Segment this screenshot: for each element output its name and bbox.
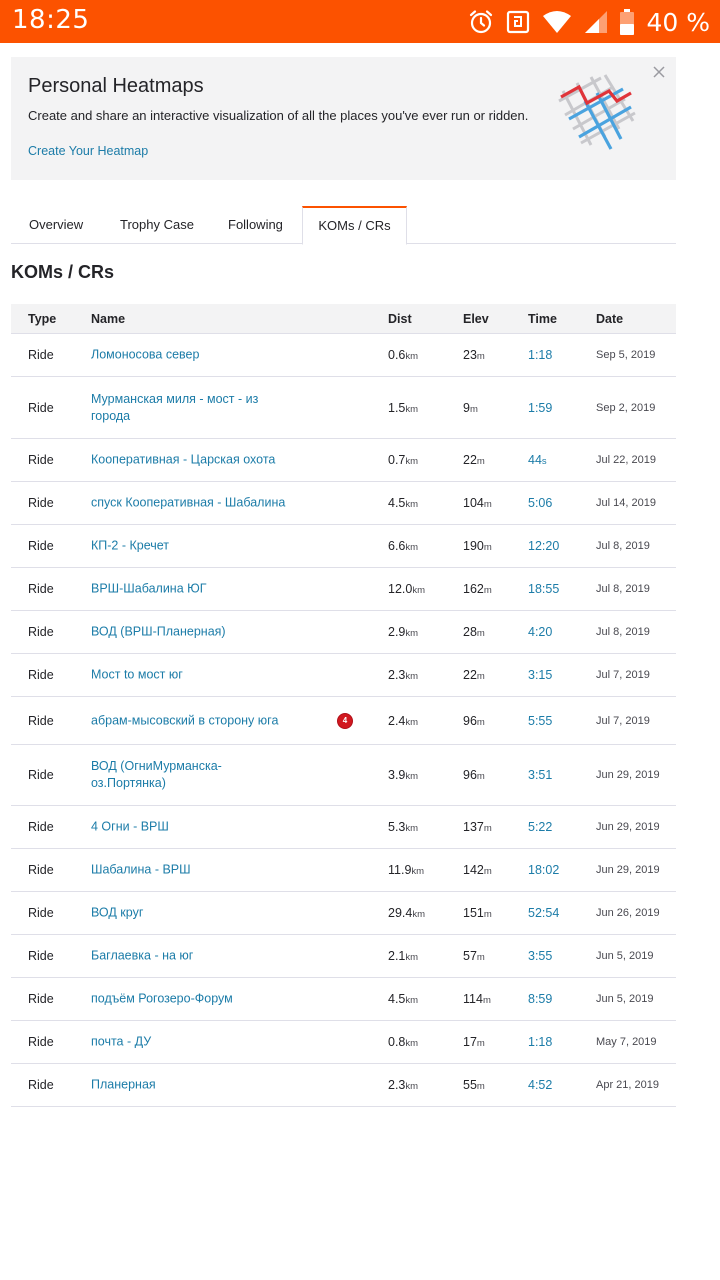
elevation-value: 57 [463, 949, 477, 963]
segment-time-link[interactable] [528, 582, 559, 596]
header-date[interactable]: Date [596, 312, 624, 326]
segment-time-link[interactable] [528, 1035, 552, 1049]
time-value[interactable]: 44 [528, 453, 542, 467]
activity-type: Ride [28, 582, 54, 596]
segment-name-link[interactable]: Шабалина - ВРШ [91, 862, 191, 877]
time-value[interactable]: 4:52 [528, 1078, 553, 1092]
table-header [11, 304, 676, 334]
activity-type: Ride [28, 949, 54, 963]
segment-name-link[interactable]: ВОД (ВРШ-Планерная) [91, 624, 226, 639]
header-name[interactable]: Name [91, 312, 126, 326]
header-time[interactable]: Time [528, 312, 557, 326]
table-row [11, 439, 676, 482]
distance-unit: km [405, 771, 419, 782]
table-row [11, 978, 676, 1021]
table-row [11, 745, 676, 806]
segment-distance [388, 906, 425, 920]
battery-percent: 40 % [646, 7, 710, 37]
segment-elevation [463, 668, 485, 682]
segment-name-link[interactable]: Ломоносова север [91, 347, 200, 362]
elevation-value: 17 [463, 1035, 477, 1049]
elevation-value: 22 [463, 453, 477, 467]
battery-icon [620, 9, 634, 35]
distance-unit: km [405, 499, 419, 510]
segment-distance [388, 539, 418, 553]
wifi-icon [542, 10, 572, 34]
segment-elevation [463, 453, 485, 467]
table-body [11, 334, 676, 1107]
page-title: KOMs / CRs [11, 262, 115, 282]
distance-value: 29.4 [388, 906, 413, 920]
time-value[interactable]: 5:55 [528, 713, 553, 728]
time-value[interactable]: 4:20 [528, 625, 553, 639]
activity-type: Ride [28, 348, 54, 362]
distance-unit: km [405, 403, 419, 415]
activity-type: Ride [28, 400, 54, 415]
segment-name-link[interactable]: Кооперативная - Царская охота [91, 452, 276, 467]
activity-type: Ride [28, 668, 54, 682]
segment-distance [388, 1078, 418, 1092]
elevation-unit: m [469, 403, 478, 415]
tab-koms-crs[interactable]: KOMs / CRs [302, 206, 407, 245]
elevation-value: 137 [463, 820, 484, 834]
activity-type: Ride [28, 625, 54, 639]
elevation-value: 55 [463, 1078, 477, 1092]
time-value[interactable]: 3:55 [528, 949, 553, 963]
segment-elevation [463, 401, 478, 415]
time-value[interactable]: 5:22 [528, 820, 553, 834]
activity-type: Ride [28, 992, 54, 1006]
segment-time-link[interactable] [528, 992, 552, 1006]
time-value[interactable]: 1:18 [528, 348, 553, 362]
distance-value: 0.6 [388, 348, 406, 362]
distance-unit: km [405, 351, 419, 362]
distance-unit: km [411, 866, 425, 877]
distance-unit: km [405, 542, 419, 553]
time-value[interactable]: 3:15 [528, 668, 553, 682]
elevation-value: 96 [463, 713, 477, 728]
distance-value: 5.3 [388, 820, 406, 834]
time-value[interactable]: 8:59 [528, 992, 553, 1006]
elevation-value: 151 [463, 906, 484, 920]
segment-elevation [463, 1078, 485, 1092]
time-value[interactable]: 1:18 [528, 1035, 553, 1049]
elevation-unit: m [476, 351, 485, 362]
table-row [11, 525, 676, 568]
status-icons [468, 6, 710, 38]
table-row [11, 1021, 676, 1064]
segment-date: Jun 29, 2019 [596, 864, 660, 876]
distance-value: 4.5 [388, 992, 406, 1006]
time-value[interactable]: 12:20 [528, 539, 560, 553]
activity-type: Ride [28, 1078, 54, 1092]
activity-type: Ride [28, 1035, 54, 1049]
segment-elevation [463, 1035, 485, 1049]
distance-unit: km [405, 823, 419, 834]
distance-value: 2.4 [388, 713, 406, 728]
table-row [11, 377, 676, 439]
table-row [11, 568, 676, 611]
segment-date: Sep 5, 2019 [596, 349, 656, 361]
elevation-unit: m [476, 1081, 485, 1092]
segment-distance [388, 992, 418, 1006]
status-bar [0, 0, 720, 43]
segment-date: Jul 8, 2019 [596, 626, 650, 638]
segment-time-link[interactable] [528, 1078, 552, 1092]
header-type[interactable]: Type [28, 312, 57, 326]
signal-icon [584, 10, 608, 34]
elevation-value: 104 [463, 496, 484, 510]
activity-type: Ride [28, 453, 54, 467]
segment-distance [388, 768, 418, 782]
activity-type: Ride [28, 539, 54, 553]
alarm-icon [468, 9, 494, 35]
segment-date: Jul 8, 2019 [596, 540, 650, 552]
distance-value: 11.9 [388, 863, 412, 877]
segment-date: Jul 7, 2019 [596, 669, 650, 681]
elevation-value: 23 [463, 348, 477, 362]
time-value[interactable]: 18:55 [528, 582, 560, 596]
distance-value: 0.8 [388, 1035, 406, 1049]
activity-type: Ride [28, 768, 54, 782]
distance-value: 1.5 [388, 400, 406, 415]
segment-date: Jul 22, 2019 [596, 454, 656, 466]
segment-name-link[interactable]: ВРШ-Шабалина ЮГ [91, 581, 207, 596]
table-row [11, 806, 676, 849]
segment-name-link[interactable]: КП-2 - Кречет [91, 538, 170, 553]
table-row [11, 334, 676, 377]
segment-elevation [463, 863, 492, 877]
segment-time-link[interactable] [528, 906, 559, 920]
create-heatmap-link[interactable]: Create Your Heatmap [28, 144, 149, 158]
distance-unit: km [405, 952, 419, 963]
distance-unit: km [412, 585, 426, 596]
segment-distance [388, 401, 418, 415]
distance-unit: km [412, 909, 426, 920]
elevation-unit: m [483, 542, 492, 553]
segment-time-link[interactable] [528, 401, 552, 415]
table-row [11, 697, 676, 745]
segment-elevation [463, 582, 492, 596]
distance-value: 2.1 [388, 949, 406, 963]
distance-value: 6.6 [388, 539, 406, 553]
segment-time-link[interactable] [528, 539, 559, 553]
elevation-unit: m [476, 952, 485, 963]
heatmap-illustration-icon [551, 73, 641, 153]
elevation-value: 96 [463, 768, 477, 782]
table-row [11, 849, 676, 892]
segment-distance [388, 949, 418, 963]
tab-following[interactable]: Following [228, 217, 283, 232]
activity-type: Ride [28, 863, 54, 877]
segment-distance [388, 820, 418, 834]
nfc-icon [506, 10, 530, 34]
segment-distance [388, 1035, 418, 1049]
elevation-unit: m [483, 499, 492, 510]
time-value[interactable]: 1:59 [528, 400, 553, 415]
segment-elevation [463, 714, 485, 728]
segment-name-link[interactable]: абрам-мысовский в сторону юга [91, 713, 279, 727]
elevation-unit: m [483, 866, 492, 877]
elevation-value: 114 [463, 992, 483, 1006]
elevation-unit: m [483, 585, 492, 596]
table-row [11, 482, 676, 525]
elevation-unit: m [476, 716, 485, 728]
segment-elevation [463, 625, 485, 639]
status-time: 18:25 [12, 5, 90, 35]
distance-value: 2.9 [388, 625, 406, 639]
distance-value: 2.3 [388, 1078, 406, 1092]
segment-time-link[interactable] [528, 863, 559, 877]
segment-name-link[interactable]: Баглаевка - на юг [91, 948, 194, 963]
segment-time-link[interactable] [528, 625, 552, 639]
table-row [11, 611, 676, 654]
elevation-value: 142 [463, 863, 484, 877]
elevation-unit: m [476, 671, 485, 682]
time-value[interactable]: 3:51 [528, 768, 553, 782]
segment-time-link[interactable] [528, 496, 552, 510]
segment-date: Apr 21, 2019 [596, 1079, 659, 1091]
segment-name-link[interactable]: Планерная [91, 1077, 156, 1092]
segment-time-link[interactable] [528, 768, 552, 782]
elevation-unit: m [476, 628, 485, 639]
elevation-value: 28 [463, 625, 477, 639]
activity-type: Ride [28, 906, 54, 920]
segment-elevation [463, 348, 485, 362]
elevation-unit: m [483, 909, 492, 920]
segment-distance [388, 714, 418, 728]
segment-elevation [463, 820, 492, 834]
segment-name-link[interactable]: спуск Кооперативная - Шабалина [91, 495, 286, 510]
elevation-unit: m [476, 456, 485, 467]
koms-table [11, 304, 676, 1107]
segment-distance [388, 453, 418, 467]
segment-elevation [463, 906, 492, 920]
time-value[interactable]: 52:54 [528, 906, 560, 920]
segment-date: May 7, 2019 [596, 1036, 657, 1048]
segment-elevation [463, 949, 485, 963]
time-value[interactable]: 5:06 [528, 496, 553, 510]
segment-time-link[interactable] [528, 714, 552, 728]
segment-name-link[interactable]: 4 Огни - ВРШ [91, 819, 169, 834]
segment-distance [388, 863, 424, 877]
segment-distance [388, 668, 418, 682]
elevation-value: 22 [463, 668, 477, 682]
elevation-value: 162 [463, 582, 484, 596]
distance-unit: km [405, 1081, 419, 1092]
activity-type: Ride [28, 496, 54, 510]
elevation-unit: m [483, 823, 492, 834]
segment-date: Jul 14, 2019 [596, 497, 656, 509]
segment-date: Sep 2, 2019 [596, 401, 656, 414]
elevation-unit: m [482, 995, 491, 1006]
segment-distance [388, 348, 418, 362]
segment-time-link[interactable] [528, 348, 552, 362]
segment-elevation [463, 539, 492, 553]
table-row [11, 1064, 676, 1107]
segment-distance [388, 496, 418, 510]
distance-unit: km [405, 628, 419, 639]
heatmap-promo-card [11, 57, 676, 180]
distance-value: 0.7 [388, 453, 406, 467]
distance-value: 4.5 [388, 496, 406, 510]
table-row [11, 935, 676, 978]
segment-name-link[interactable]: Мост to мост юг [91, 667, 183, 682]
distance-unit: km [405, 716, 419, 728]
distance-value: 3.9 [388, 768, 406, 782]
segment-time-link[interactable] [528, 949, 552, 963]
distance-value: 2.3 [388, 668, 406, 682]
header-elev[interactable]: Elev [463, 312, 489, 326]
segment-elevation [463, 768, 485, 782]
heatmap-description: Create and share an interactive visualization of all the places you've ever run or ridden. [28, 108, 529, 123]
segment-distance [388, 625, 418, 639]
distance-value: 12.0 [388, 582, 413, 596]
time-unit: s [541, 456, 547, 467]
table-row [11, 654, 676, 697]
distance-unit: km [405, 1038, 419, 1049]
segment-time-link[interactable] [528, 668, 552, 682]
tab-trophy-case[interactable]: Trophy Case [120, 217, 194, 232]
segment-time-link[interactable] [528, 820, 552, 834]
notification-badge: 4 [338, 714, 352, 728]
profile-tabs [11, 206, 676, 244]
segment-date: Jun 5, 2019 [596, 950, 654, 962]
segment-date: Jul 8, 2019 [596, 583, 650, 595]
segment-name-link[interactable]: Мурманская миля - мост - из города [91, 391, 259, 423]
time-value[interactable]: 18:02 [528, 863, 560, 877]
elevation-unit: m [476, 771, 485, 782]
segment-time-link[interactable] [528, 453, 547, 467]
distance-unit: km [405, 671, 419, 682]
segment-distance [388, 582, 425, 596]
segment-name-link[interactable]: подъём Рогозеро-Форум [91, 991, 233, 1006]
table-row [11, 892, 676, 935]
elevation-value: 190 [463, 539, 484, 553]
segment-date: Jun 29, 2019 [596, 821, 660, 833]
segment-date: Jun 26, 2019 [596, 907, 660, 919]
activity-type: Ride [28, 713, 54, 728]
elevation-value: 9 [463, 400, 470, 415]
tab-overview[interactable]: Overview [29, 217, 84, 232]
segment-elevation [463, 992, 491, 1006]
elevation-unit: m [476, 1038, 485, 1049]
segment-name-link[interactable]: ВОД (ОгниМурманска-оз.Портянка) [91, 759, 222, 790]
close-icon[interactable] [652, 65, 666, 79]
segment-date: Jun 29, 2019 [596, 769, 660, 781]
activity-type: Ride [28, 820, 54, 834]
segment-name-link[interactable]: ВОД круг [91, 905, 144, 920]
segment-date: Jul 7, 2019 [596, 714, 650, 727]
segment-elevation [463, 496, 492, 510]
segment-date: Jun 5, 2019 [596, 993, 654, 1005]
heatmap-title: Personal Heatmaps [28, 75, 204, 97]
header-dist[interactable]: Dist [388, 312, 412, 326]
segment-name-link[interactable]: почта - ДУ [91, 1034, 152, 1049]
distance-unit: km [405, 995, 419, 1006]
distance-unit: km [405, 456, 419, 467]
